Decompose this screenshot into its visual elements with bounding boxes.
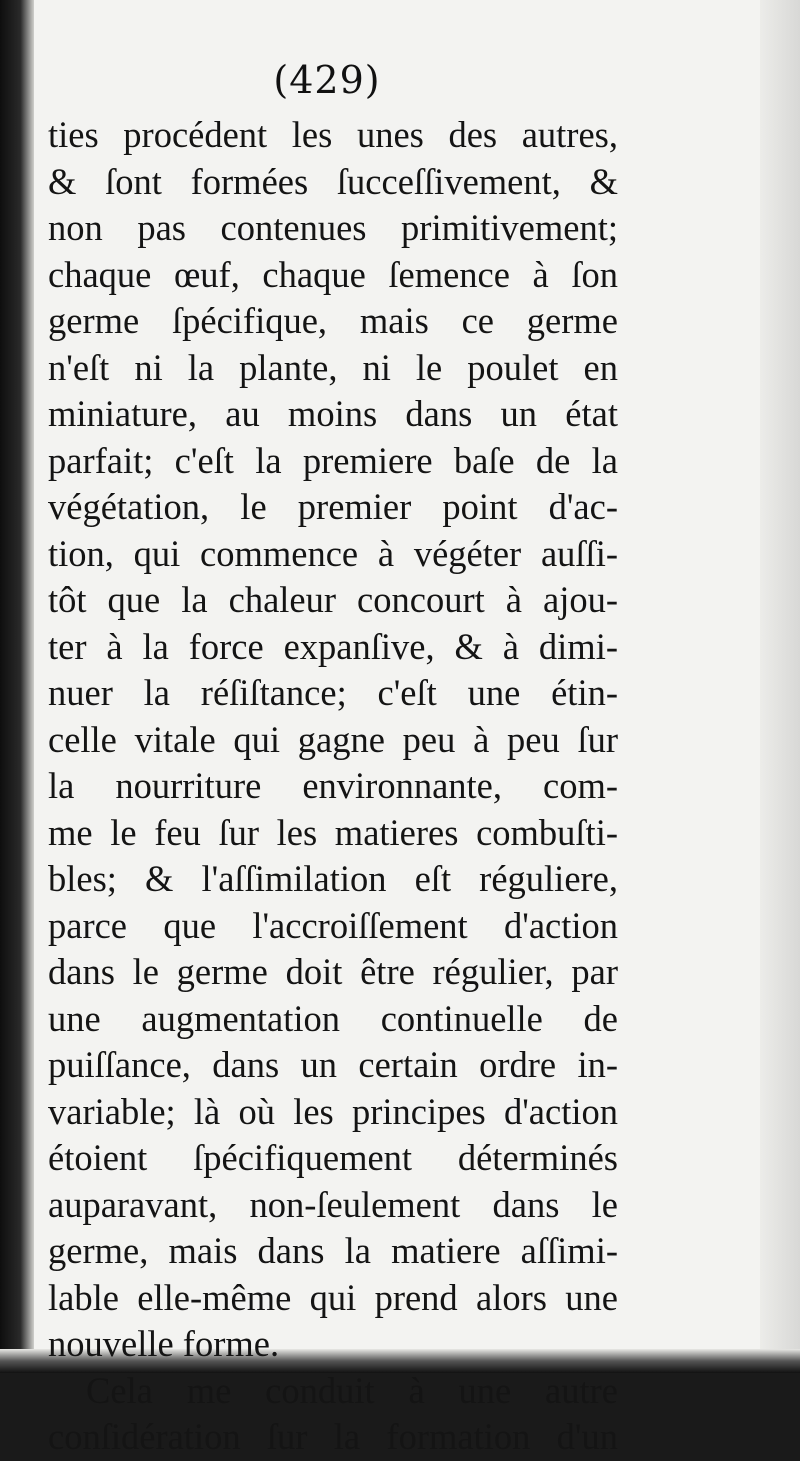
text-line: nuer la réſiſtance; c'eſt une étin- [48,672,618,713]
text-line: la nourriture environnante, com- [48,765,618,806]
text-line: puiſſance, dans un certain ordre in- [48,1044,618,1085]
text-line: ties procédent les unes des autres, [48,114,618,155]
text-line: n'eſt ni la plante, ni le poulet en [48,346,618,388]
text-line: & ſont formées ſucceſſivement, & [48,160,618,202]
text-line: ter à la force expanſive, & à dimi- [48,625,618,667]
text-line: non pas contenues primitivement; [48,207,618,248]
text-line: étoient ſpécifiquement déterminés [48,1137,618,1178]
text-line-paragraph-start: Cela me conduit à une autre [86,1369,618,1411]
text-line: chaque œuf, chaque ſemence à ſon [48,253,618,295]
text-line: dans le germe doit être régulier, par [48,951,618,992]
page-number: (429) [273,58,381,102]
text-line: conſidération ſur la formation d'un [48,1416,618,1457]
text-line-paragraph-end: nouvelle forme. [48,1323,280,1364]
text-line: me le feu ſur les matieres combuſti- [48,811,618,853]
body-text [48,112,618,1461]
text-line: miniature, au moins dans un état [48,393,618,434]
text-line: auparavant, non-ſeulement dans le [48,1183,618,1225]
text-line: parce que l'accroiſſement d'action [48,904,618,946]
text-line: variable; là où les principes d'action [48,1090,618,1132]
scan-border-left [0,0,34,1373]
text-line: lable elle-même qui prend alors une [48,1276,618,1318]
scan-border-right [760,0,800,1373]
text-line: végétation, le premier point d'ac- [48,486,618,527]
text-line: celle vitale qui gagne peu à peu ſur [48,718,618,760]
text-line: germe ſpécifique, mais ce germe [48,300,618,341]
text-line: germe, mais dans la matiere aſſimi- [48,1230,618,1271]
text-line: tion, qui commence à végéter auſſi- [48,532,618,574]
text-line: une augmentation continuelle de [48,997,618,1039]
text-line: bles; & l'aſſimilation eſt réguliere, [48,858,618,899]
text-line: parfait; c'eſt la premiere baſe de la [48,439,618,481]
text-line: tôt que la chaleur concourt à ajou- [48,579,618,620]
